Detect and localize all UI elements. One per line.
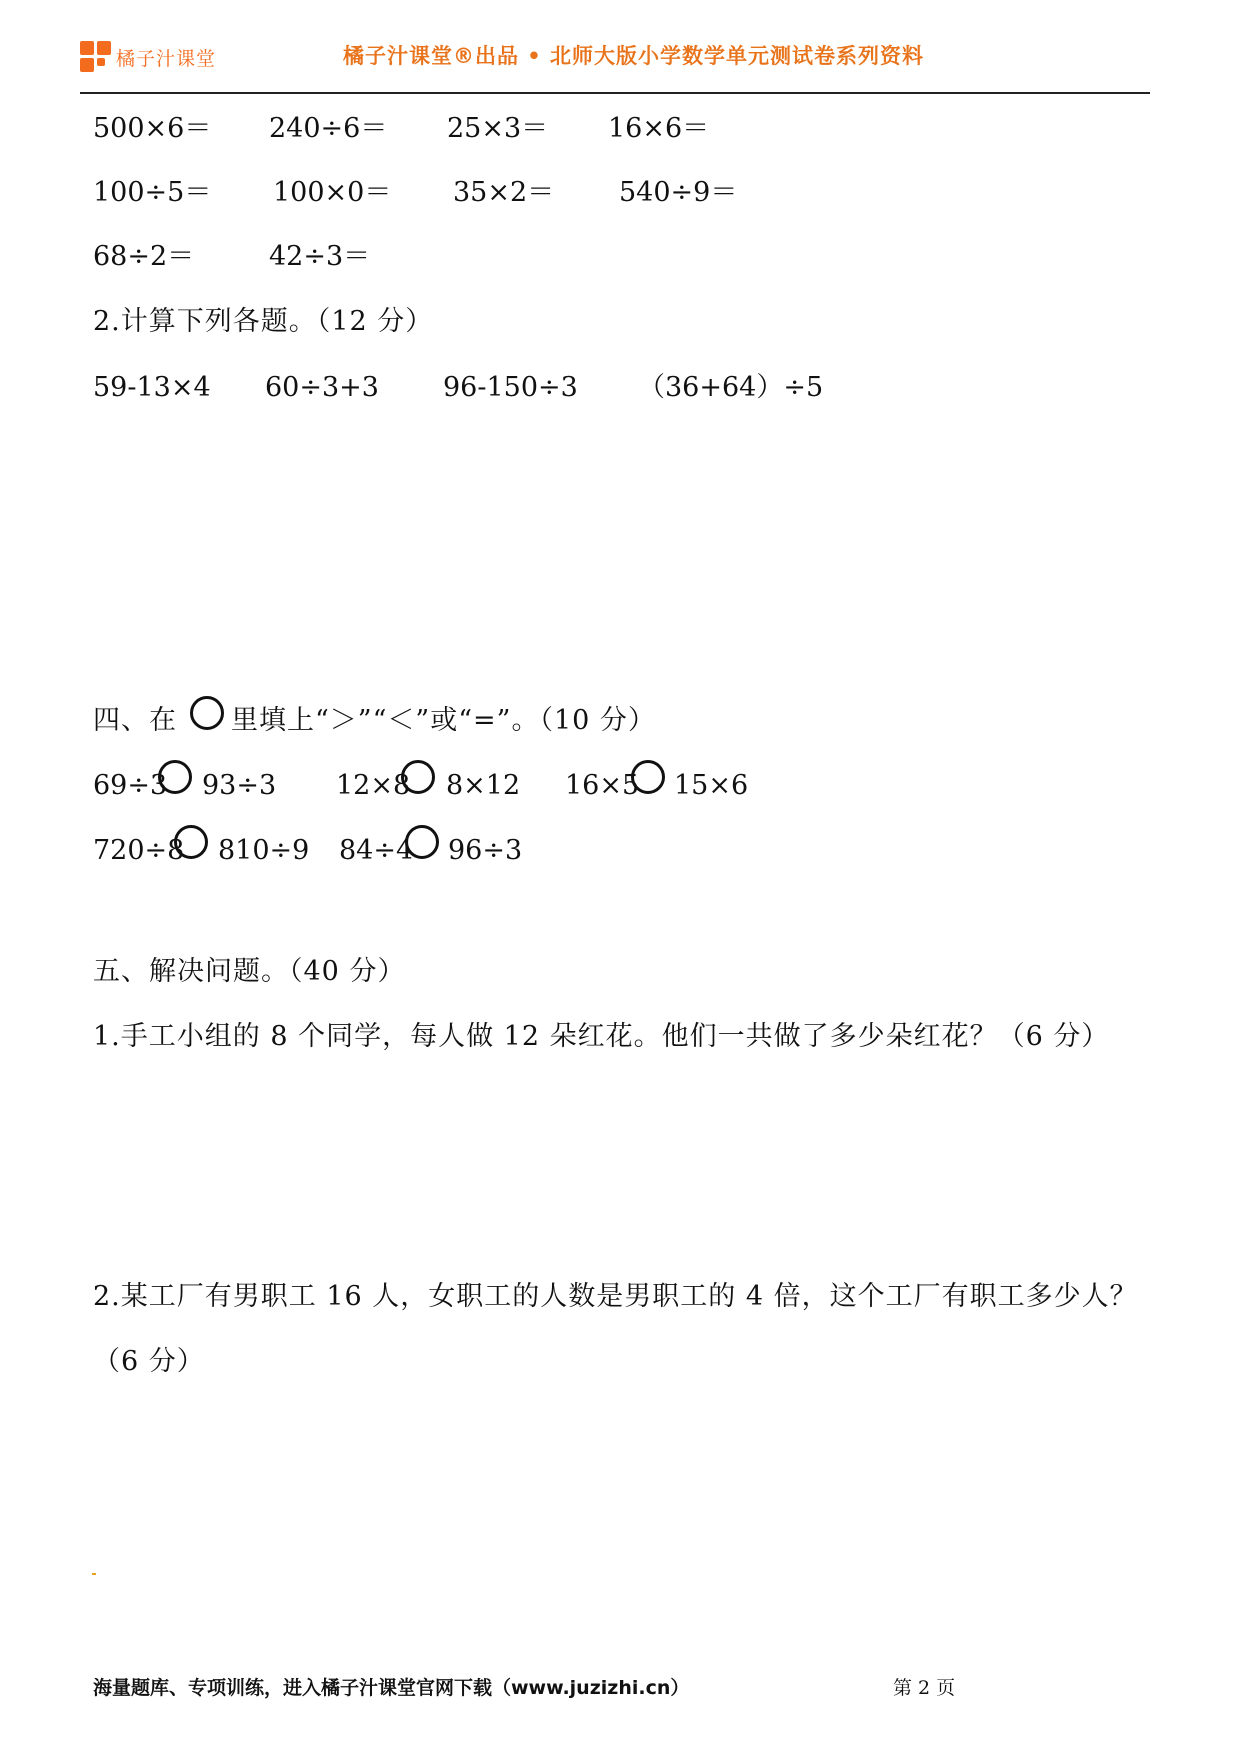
compare-right: 93÷3 xyxy=(202,770,277,801)
oral-calc-item: 100×0＝ xyxy=(273,177,392,208)
oral-calc-item: 16×6＝ xyxy=(608,113,710,144)
oral-calc-item: 68÷2＝ xyxy=(93,241,195,272)
section-title-problems: 五、解决问题。（40 分） xyxy=(93,956,406,987)
footer-promo: 海量题库、专项训练，进入橘子汁课堂官网下载（www.juzizhi.cn） xyxy=(93,1677,690,1699)
compare-circle[interactable] xyxy=(401,760,435,794)
compare-right: 96÷3 xyxy=(448,835,523,866)
compare-right: 8×12 xyxy=(446,770,521,801)
oral-calc-item: 240÷6＝ xyxy=(269,113,388,144)
section-title-calc: 2.计算下列各题。（12 分） xyxy=(93,306,434,337)
compare-circle[interactable] xyxy=(631,760,665,794)
section-title-compare-prefix: 四、在 xyxy=(93,705,177,736)
oral-calc-item: 500×6＝ xyxy=(93,113,212,144)
compare-left: 84÷4 xyxy=(339,835,414,866)
header-divider xyxy=(80,92,1150,94)
oral-calc-item: 42÷3＝ xyxy=(269,241,371,272)
problem-2-line2: （6 分） xyxy=(93,1346,205,1377)
calc-item: 59-13×4 xyxy=(93,372,211,403)
compare-left: 12×8 xyxy=(336,770,411,801)
compare-circle[interactable] xyxy=(158,760,192,794)
logo-icon xyxy=(80,41,112,73)
header-title: 橘子汁课堂®出品 • 北师大版小学数学单元测试卷系列资料 xyxy=(343,44,925,68)
compare-circle[interactable] xyxy=(174,825,208,859)
page-number: 第 2 页 xyxy=(893,1677,956,1699)
calc-item: （36+64）÷5 xyxy=(638,372,824,403)
section-title-compare-suffix: 里填上“＞”“＜”或“=”。（10 分） xyxy=(231,705,656,736)
oral-calc-item: 100÷5＝ xyxy=(93,177,212,208)
calc-item: 60÷3+3 xyxy=(265,372,379,403)
logo-text: 橘子汁课堂 xyxy=(116,47,217,70)
oral-calc-item: 25×3＝ xyxy=(447,113,549,144)
compare-left: 16×5 xyxy=(565,770,640,801)
problem-2-line1: 2.某工厂有男职工 16 人，女职工的人数是男职工的 4 倍，这个工厂有职工多少人？ xyxy=(93,1281,1138,1312)
compare-left: 69÷3 xyxy=(93,770,168,801)
stray-mark xyxy=(92,1573,96,1575)
logo xyxy=(80,41,216,73)
compare-circle[interactable] xyxy=(405,825,439,859)
blank-circle-icon xyxy=(190,696,224,730)
calc-item: 96-150÷3 xyxy=(443,372,578,403)
compare-left: 720÷8 xyxy=(93,835,185,866)
compare-right: 810÷9 xyxy=(218,835,310,866)
compare-right: 15×6 xyxy=(674,770,749,801)
oral-calc-item: 540÷9＝ xyxy=(619,177,738,208)
problem-1: 1.手工小组的 8 个同学，每人做 12 朵红花。他们一共做了多少朵红花？（6 分） xyxy=(93,1021,1110,1052)
oral-calc-item: 35×2＝ xyxy=(453,177,555,208)
